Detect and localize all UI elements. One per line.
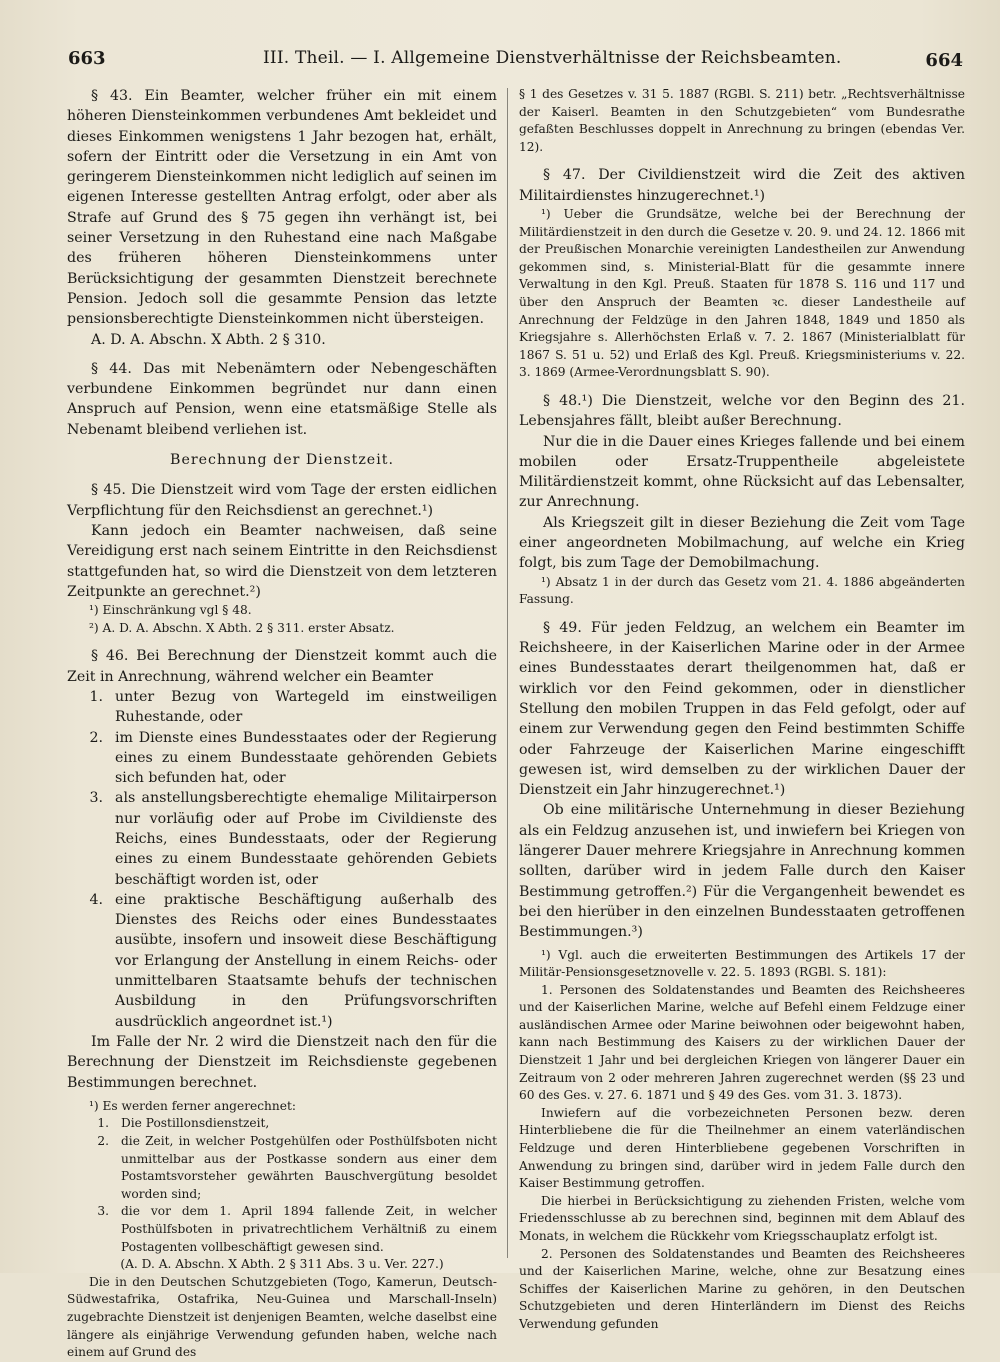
continued-footnote: § 1 des Gesetzes v. 31 5. 1887 (RGBl. S. 211) betr. „Rechtsverhältnisse der Kaiserl. Beamten in den Schutzgebieten“ vom Bundesrathe gefaßten Beschlusses doppelt in Anrechnung zu bringen (ebendas Ver. 12).: [519, 87, 965, 154]
list-item: 4. eine praktische Beschäftigung außerhalb des Dienstes des Reichs oder eines Bundesstaates ausübte, insofern und insoweit diese Beschäftigung vor Erlangung der Anstellung in einem Reichs- oder unmittelbaren Staatsamte behufs der technischen Ausbildung in den Prüfungsvorschriften ausdrücklich angeordnet ist.¹): [89, 891, 497, 1030]
section-47: § 47. Der Civildienstzeit wird die Zeit des aktiven Militairdienstes hinzugerechnet.¹): [519, 167, 965, 204]
section-46-footnote-reference: (A. D. A. Abschn. X Abth. 2 § 311 Abs. 3 u. Ver. 227.): [120, 1257, 444, 1272]
section-48-p2: Nur die in die Dauer eines Krieges fallende und bei einem mobilen oder Ersatz-Truppentheile abgeleistete Militärdienstzeit kommt, ohne Rücksicht auf das Lebensalter, zur Anrechnung.: [519, 433, 965, 511]
page-header: [68, 44, 963, 74]
section-48-footnote: ¹) Absatz 1 in der durch das Gesetz vom 21. 4. 1886 abgeänderten Fassung.: [519, 574, 965, 607]
section-44: § 44. Das mit Nebenämtern oder Nebengeschäften verbundene Einkommen begründet nur dann einen Anspruch auf Pension, wenn eine etatsmäßige Stelle als Nebenamt bleibend verliehen ist.: [67, 360, 497, 438]
section-46-intro: § 46. Bei Berechnung der Dienstzeit kommt auch die Zeit in Anrechnung, während welcher ein Beamter: [67, 648, 497, 685]
section-49-footnote-3: Die hierbei in Berücksichtigung zu ziehenden Fristen, welche vom Friedensschlusse ab zu berechnen sind, beginnen mit dem Ablauf des Monats, in welchem die Rückkehr vom Kriegsschauplatz erfolgt ist.: [519, 1193, 965, 1244]
section-49-p2: Ob eine militärische Unternehmung in dieser Beziehung als ein Feldzug anzusehen ist, und inwiefern bei Kriegen von längerer Dauer mehrere Kriegsjahre in Anrechnung kommen sollten, darüber wird in jedem Falle durch den Kaiser Bestimmung getroffen.²) Für die Vergangenheit bewendet es bei den hierüber in den einzelnen Bundesstaaten getroffenen Bestimmungen.³): [519, 802, 965, 941]
section-49-footnote-intro: ¹) Vgl. auch die erweiterten Bestimmungen des Artikels 17 der Militär-Pensionsgesetznovelle v. 22. 5. 1893 (RGBl. S. 181):: [519, 947, 965, 980]
section-45-footnote-1: ¹) Einschränkung vgl § 48.: [89, 603, 252, 618]
column-divider: [507, 88, 508, 1258]
section-46-close: Im Falle der Nr. 2 wird die Dienstzeit nach den für die Berechnung der Dienstzeit im Reichsdienste gegebenen Bestimmungen berechnet.: [67, 1033, 497, 1091]
section-45-footnote-2: ²) A. D. A. Abschn. X Abth. 2 § 311. erster Absatz.: [89, 620, 395, 635]
section-45-p1: § 45. Die Dienstzeit wird vom Tage der ersten eidlichen Verpflichtung für den Reichsdienst an gerechnet.¹): [67, 482, 497, 519]
page-number-right: 664: [925, 50, 963, 71]
section-49-footnote-1: 1. Personen des Soldatenstandes und Beamten des Reichsheeres und der Kaiserlichen Marine, welche auf Befehl einem Feldzuge einer ausländischen Armee oder Marine beiwohnen oder beigewohnt haben, kann nach Bestimmung des Kaisers zu der wirklichen Dauer der Dienstzeit 1 Jahr und bei dergleichen Kriegen von längerer Dauer ein Zeitraum von 2 oder mehreren Jahren zugerechnet werden (§§ 23 und 60 des Ges. v. 27. 6. 1871 und § 49 des Ges. vom 31. 3. 1873).: [519, 982, 965, 1103]
section-43-reference: A. D. A. Abschn. X Abth. 2 § 310.: [91, 331, 326, 348]
subheading-dienstzeit: Berechnung der Dienstzeit.: [170, 452, 394, 469]
list-item: 3. als anstellungsberechtigte ehemalige Militairperson nur vorläufig oder auf Probe im Civildienste des Reichs, eines Bundesstaats, oder der Regierung eines zu einem Bundesstaate gehörenden Gebiets beschäftigt worden ist, oder: [89, 790, 497, 888]
page-number-left: 663: [68, 48, 106, 69]
right-column: [519, 86, 965, 1334]
list-item: 1. unter Bezug von Wartegeld im einstweiligen Ruhestande, oder: [89, 688, 497, 726]
section-46-footnote-close: Die in den Deutschen Schutzgebieten (Togo, Kamerun, Deutsch-Südwestafrika, Ostafrika, Neu-Guinea und Marschall-Inseln) zugebrachte Dienstzeit ist denjenigen Beamten, welche daselbst eine längere als einjährige Verwendung gefunden haben, welche nach einem auf Grund des: [67, 1274, 497, 1360]
running-title: III. Theil. — I. Allgemeine Dienstverhältnisse der Reichsbeamten.: [263, 48, 842, 68]
left-column: [67, 86, 497, 1362]
section-45-p2: Kann jedoch ein Beamter nachweisen, daß seine Vereidigung erst nach seinem Eintritte in den Reichsdienst stattgefunden hat, so wird die Dienstzeit von dem letzteren Zeitpunkte an gerechnet.²): [67, 522, 497, 600]
section-47-footnote: ¹) Ueber die Grundsätze, welche bei der Berechnung der Militärdienstzeit in den durch die Gesetze v. 20. 9. und 24. 12. 1866 mit der Preußischen Monarchie vereinigten Landestheilen zur Anwendung gekommen sind, s. Ministerial-Blatt für die gesammte innere Verwaltung in den Kgl. Preuß. Staaten für 1878 S. 116 und 117 und über den Anspruch der Beamten ꝛc. dieser Landestheile auf Anrechnung der Feldzüge in den Jahren 1848, 1849 und 1850 als Kriegsjahre s. Allerhöchsten Erlaß v. 7. 2. 1867 (Ministerialblatt für 1867 S. 51 u. 52) und Erlaß des Kgl. Preuß. Kriegsministeriums v. 22. 3. 1869 (Armee-Verordnungsblatt S. 90).: [519, 206, 965, 380]
list-item: 1. Die Postillonsdienstzeit,: [97, 1116, 270, 1131]
section-49-footnote-4: 2. Personen des Soldatenstandes und Beamten des Reichsheeres und der Kaiserlichen Marine, welche, ohne zur Besatzung eines Schiffes der Kaiserlichen Marine zu gehören, in den Deutschen Schutzgebieten und deren Hinterländern im Dienst des Reichs Verwendung gefunden: [519, 1246, 965, 1331]
list-item: 3. die vor dem 1. April 1894 fallende Zeit, in welcher Posthülfsboten in privatrechtlichem Verhältniß zu einem Postagenten vollbeschäftigt gewesen sind.: [97, 1204, 497, 1254]
section-46-footnote-intro: ¹) Es werden ferner angerechnet:: [89, 1098, 296, 1113]
section-49-footnote-2: Inwiefern auf die vorbezeichneten Personen bezw. deren Hinterbliebene die für die Theilnehmer an einem vaterländischen Feldzuge und deren Hinterbliebene gegebenen Vorschriften in Anwendung zu bringen sind, darüber wird in jedem Falle durch den Kaiser Bestimmung getroffen.: [519, 1105, 965, 1191]
section-43: § 43. Ein Beamter, welcher früher ein mit einem höheren Diensteinkommen verbundenes Amt bekleidet und dieses Einkommen wenigstens 1 Jahr bezogen hat, erhält, sofern der Eintritt oder die Versetzung in ein Amt von geringerem Diensteinkommen nicht lediglich auf seinen im eigenen Interesse gestellten Antrag erfolgt, oder aber als Strafe auf Grund des § 75 gegen ihn verhängt ist, bei seiner Versetzung in den Ruhestand eine nach Maßgabe des früheren höheren Diensteinkommens unter Berücksichtigung der gesammten Dienstzeit berechnete Pension. Jedoch soll die gesammte Pension das letzte pensionsberechtigte Diensteinkommen nicht übersteigen.: [67, 88, 497, 328]
section-48-p3: Als Kriegszeit gilt in dieser Beziehung die Zeit vom Tage einer angeordneten Mobilmachung, auf welche ein Krieg folgt, bis zum Tage der Demobilmachung.: [519, 514, 965, 572]
list-item: 2. im Dienste eines Bundesstaates oder der Regierung eines zu einem Bundesstaate gehörenden Gebiets sich befunden hat, oder: [89, 729, 497, 787]
list-item: 2. die Zeit, in welcher Postgehülfen oder Posthülfsboten nicht unmittelbar aus der Postkasse sondern aus einer dem Postamtsvorsteher gewährten Bauschvergütung besoldet worden sind;: [97, 1134, 497, 1201]
section-48-p1: § 48.¹) Die Dienstzeit, welche vor den Beginn des 21. Lebensjahres fällt, bleibt außer Berechnung.: [519, 392, 965, 430]
section-49-p1: § 49. Für jeden Feldzug, an welchem ein Beamter im Reichsheere, in der Kaiserlichen Marine oder in der Armee eines Bundesstaates derart theilgenommen hat, daß er wirklich vor den Feind gekommen, oder in dienstlicher Stellung den mobilen Truppen in das Feld gefolgt, oder auf einem zur Verwendung gegen den Feind bestimmten Schiffe oder Fahrzeuge der Kaiserlichen Marine eingeschifft gewesen ist, wird demselben zu der wirklichen Dauer der Dienstzeit ein Jahr hinzugerechnet.¹): [519, 619, 965, 799]
